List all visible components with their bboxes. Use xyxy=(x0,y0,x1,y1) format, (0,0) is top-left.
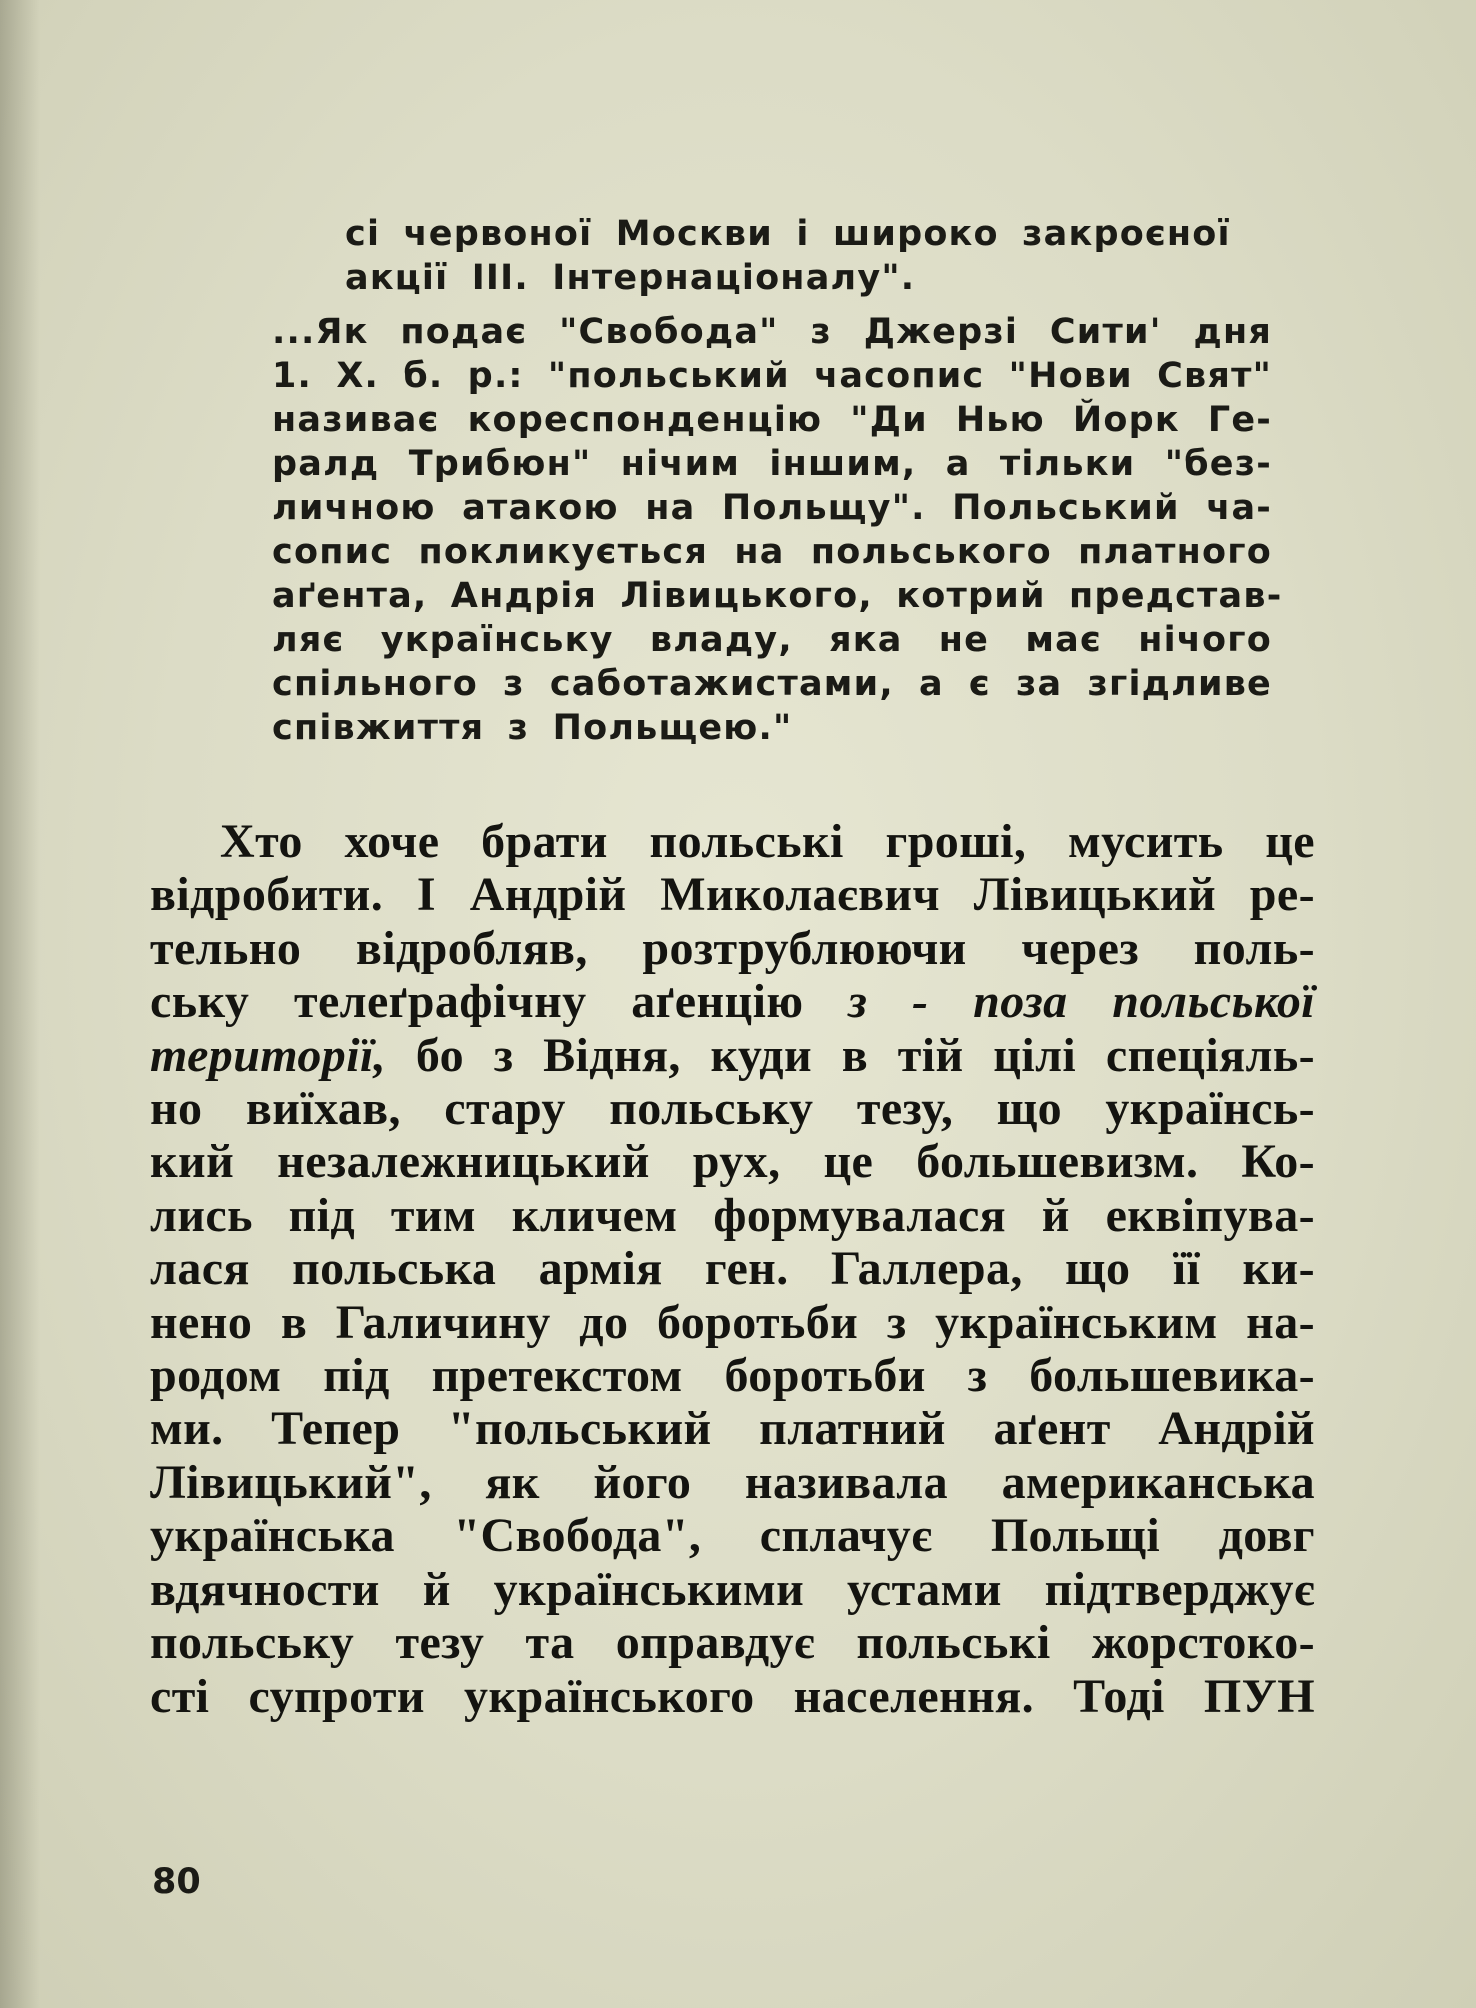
text-line: лись під тим кличем формувалася й еквіпува- xyxy=(150,1188,1315,1242)
page-number: 80 xyxy=(152,1862,201,1902)
text-line: лася польська армія ген. Галлера, що її ки- xyxy=(150,1242,1315,1296)
text-line: кий незалежницький рух, це большевизм. Ко- xyxy=(150,1135,1315,1189)
text-line: відробити. І Андрій Миколаєвич Лівицький ре- xyxy=(150,868,1315,922)
quote-block xyxy=(272,310,1283,750)
text-line: 1. X. б. р.: "польський часопис "Нови Свят" xyxy=(272,356,1272,396)
text-line: аґента, Андрія Лівицького, котрий представ- xyxy=(272,576,1283,616)
text-line: Хто хоче брати польські гроші, мусить це xyxy=(220,815,1315,868)
text-line: Лівицький", як його називала американська xyxy=(150,1455,1315,1509)
text-line: личною атакою на Польщу". Польський ча- xyxy=(272,488,1272,528)
text-line: тельно відробляв, розтрублюючи через поль- xyxy=(150,921,1315,975)
text-line: ралд Трибюн" нічим іншим, а тільки "без- xyxy=(272,444,1272,484)
text-line: нено в Галичину до боротьби з українським на- xyxy=(150,1295,1315,1349)
text-line: ...Як подає "Свобода" з Джерзі Сити' дня xyxy=(272,312,1272,352)
text-line: називає кореспонденцію "Ди Нью Йорк Ге- xyxy=(272,400,1272,440)
text-line: сі червоної Москви і широко закроєної xyxy=(345,214,1231,254)
italic-text: території, xyxy=(150,1028,387,1082)
body-paragraph xyxy=(150,815,1315,1723)
text-segment: бо з Відня, куди в тій цілі спеціяль- xyxy=(415,1028,1315,1082)
text-line: українська "Свобода", сплачує Польщі довг xyxy=(150,1509,1315,1563)
text-line: сопис покликується на польського платного xyxy=(272,532,1272,572)
text-segment: ську телеґрафічну аґенцію xyxy=(150,975,804,1029)
text-line: но виїхав, стару польську тезу, що українсь- xyxy=(150,1082,1315,1136)
text-line: вдячности й українськими устами підтверджує xyxy=(150,1562,1315,1616)
text-line: польську тезу та оправдує польські жорстоко- xyxy=(150,1616,1315,1670)
text-line xyxy=(150,1029,1315,1082)
quote-intro xyxy=(345,212,1265,300)
text-line xyxy=(150,975,1315,1028)
text-line: ляє українську владу, яка не має нічого xyxy=(272,620,1272,660)
text-line: ми. Тепер "польський платний аґент Андрій xyxy=(150,1402,1315,1456)
text-line: спільного з саботажистами, а є за згідливе xyxy=(272,664,1272,704)
text-line: співжиття з Польщею." xyxy=(272,708,793,748)
text-line: родом під претекстом боротьби з большевика- xyxy=(150,1349,1315,1403)
text-line: сті супроти українського населення. Тоді ПУН xyxy=(150,1669,1315,1723)
text-line: акції III. Інтернаціоналу". xyxy=(345,258,916,298)
italic-text: з - поза польської xyxy=(848,975,1315,1029)
